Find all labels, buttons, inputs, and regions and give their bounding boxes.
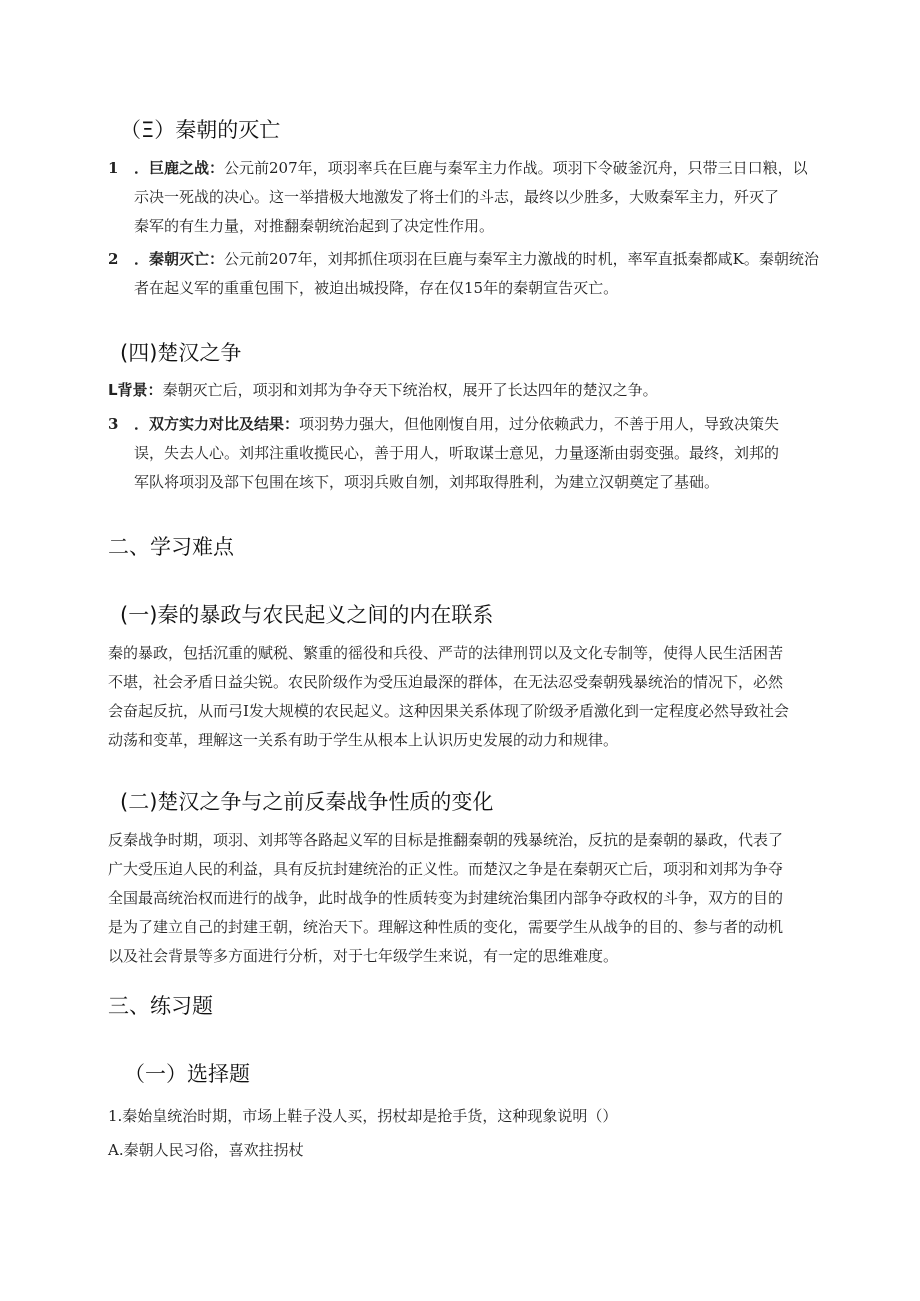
- paragraph-line: 全国最高统治权而进行的战争，此时战争的性质转变为封建统治集团内部争夺政权的斗争，双方的目的: [108, 889, 784, 907]
- item-text: 军队将项羽及部下包围在垓下，项羽兵败自刎，刘邦取得胜利，为建立汉朝奠定了基础。: [134, 473, 720, 491]
- item-number: 1: [108, 159, 119, 177]
- item-term: ．巨鹿之战：: [134, 159, 225, 177]
- item-text: 示决一死战的决心。这一举措极大地激发了将士们的斗志，最终以少胜多，大败秦军主力，歼灭了: [134, 188, 780, 206]
- paragraph-line: 会奋起反抗，从而弓I发大规模的农民起义。这种因果关系体现了阶级矛盾激化到一定程度必然导致社会: [108, 702, 789, 720]
- item-term: L背景：: [108, 381, 163, 399]
- item-text: 者在起义军的重重包围下，被迫出城投降，存在仅15年的秦朝宣告灭亡。: [134, 279, 619, 297]
- item-number: 2: [108, 250, 119, 268]
- item-term: ．双方实力对比及结果：: [134, 415, 300, 433]
- subsection-heading-multiple-choice: （一）选择题: [124, 1062, 250, 1086]
- item-text: 公元前207年，刘邦抓住项羽在巨鹿与秦军主力激战的时机，率军直抵秦都咸K。秦朝统治: [224, 250, 819, 268]
- subsection-heading-tyranny: (一)秦的暴政与农民起义之间的内在联系: [120, 603, 494, 627]
- section-heading-qin-fall: （Ξ）秦朝的灭亡: [120, 118, 281, 142]
- item-text: 秦军的有生力量，对推翻秦朝统治起到了决定性作用。: [134, 217, 495, 235]
- part-heading-exercises: 三、练习题: [108, 994, 213, 1018]
- item-text: 秦朝灭亡后，项羽和刘邦为争夺天下统治权，展开了长达四年的楚汉之争。: [162, 381, 658, 399]
- item-term: ．秦朝灭亡：: [134, 250, 225, 268]
- paragraph-line: 秦的暴政，包括沉重的赋税、繁重的徭役和兵役、严苛的法律刑罚以及文化专制等，使得人民生活困苦: [108, 644, 784, 662]
- subsection-heading-war-nature: (二)楚汉之争与之前反秦战争性质的变化: [120, 790, 494, 814]
- question-1-option-a: A.秦朝人民习俗，喜欢拄拐杖: [108, 1141, 304, 1159]
- paragraph-line: 以及社会背景等多方面进行分析，对于七年级学生来说，有一定的思维难度。: [108, 947, 619, 965]
- question-1: 1.秦始皇统治时期，市场上鞋子没人买，拐杖却是抢手货，这种现象说明（）: [108, 1107, 618, 1125]
- paragraph-line: 不堪，社会矛盾日益尖锐。农民阶级作为受压迫最深的群体，在无法忍受秦朝残暴统治的情况下，必然: [108, 673, 784, 691]
- item-text: 误，失去人心。刘邦注重收揽民心，善于用人，听取谋士意见，力量逐渐由弱变强。最终，刘邦的: [134, 444, 780, 462]
- part-heading-difficulties: 二、学习难点: [108, 535, 234, 559]
- item-text: 项羽势力强大，但他刚愎自用，过分依赖武力，不善于用人，导致决策失: [299, 415, 780, 433]
- paragraph-line: 是为了建立自己的封建王朝，统治天下。理解这种性质的变化，需要学生从战争的目的、参与者的动机: [108, 918, 784, 936]
- list-item-comparison: [108, 410, 779, 497]
- list-item-qin-end: [108, 245, 819, 303]
- list-item-julu: [108, 154, 808, 241]
- item-text: 公元前207年，项羽率兵在巨鹿与秦军主力作战。项羽下令破釜沉舟，只带三日口粮，以: [224, 159, 808, 177]
- item-number: 3: [108, 415, 119, 433]
- paragraph-line: 广大受压迫人民的利益，具有反抗封建统治的正义性。而楚汉之争是在秦朝灭亡后，项羽和刘邦为争夺: [108, 860, 784, 878]
- paragraph-tyranny: [108, 639, 789, 755]
- list-item-background: [108, 376, 658, 405]
- paragraph-war-nature: [108, 826, 783, 971]
- paragraph-line: 反秦战争时期，项羽、刘邦等各路起义军的目标是推翻秦朝的残暴统治，反抗的是秦朝的暴政，代表了: [108, 831, 784, 849]
- paragraph-line: 动荡和变革，理解这一关系有助于学生从根本上认识历史发展的动力和规律。: [108, 731, 619, 749]
- section-heading-chu-han: (四)楚汉之争: [120, 341, 242, 365]
